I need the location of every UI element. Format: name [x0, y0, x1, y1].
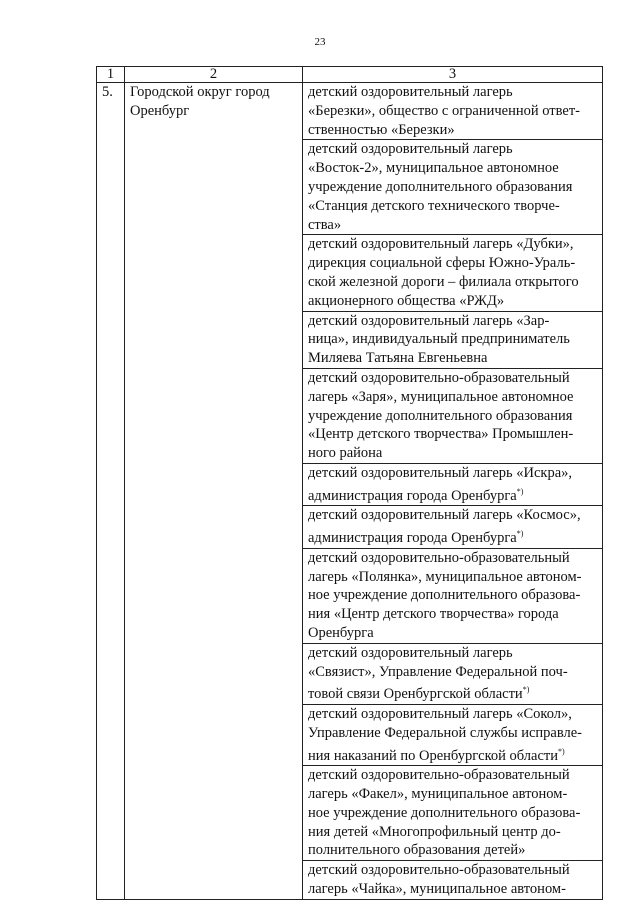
camp-entry [303, 311, 603, 368]
camp-entry-line [308, 444, 597, 463]
camp-entry-line [308, 140, 597, 159]
camp-entry-text: полнительного образования детей» [308, 842, 526, 859]
footnote-mark: *) [522, 685, 530, 695]
camp-entry [303, 506, 603, 548]
camp-entry [303, 861, 603, 900]
camp-entry-text: Оренбурга [308, 624, 374, 641]
column-header-3: 3 [303, 67, 603, 83]
camp-entry-line [308, 349, 597, 368]
footnote-mark: *) [516, 529, 524, 539]
table-header [97, 67, 603, 83]
camp-entry-text: детский оздоровительный лагерь «Сокол», [308, 705, 572, 722]
camp-entry-line [308, 235, 597, 254]
camp-entry-line [308, 804, 597, 823]
camp-entry-line [308, 483, 597, 506]
camp-entry-text: «Связист», Управление Федеральной поч- [308, 663, 568, 680]
camp-entry-text: акционерного общества «РЖД» [308, 292, 505, 309]
camp-entry-text: лагерь «Полянка», муниципальное автоном- [308, 568, 582, 585]
camp-entry-line [308, 425, 597, 444]
camp-entry-line [308, 197, 597, 216]
camp-entry-text: детский оздоровительный лагерь [308, 84, 513, 100]
camp-entry-line [308, 254, 597, 273]
camp-entry [303, 368, 603, 463]
table-body [97, 83, 603, 900]
camp-entry-text: «Центр детского творчества» Промышлен- [308, 426, 574, 443]
camp-entry-line [308, 525, 597, 548]
region-name [125, 83, 303, 900]
camp-entry-text: детский оздоровительно-образовательный [308, 549, 570, 566]
camp-entry [303, 548, 603, 643]
camp-entry-text: детский оздоровительно-образовательный [308, 369, 570, 386]
camp-entry [303, 83, 603, 140]
camp-entry [303, 704, 603, 765]
camps-table [96, 66, 603, 900]
camp-entry-text: администрация города Оренбурга [308, 529, 517, 546]
camp-entry-line [308, 705, 597, 724]
camp-entry [303, 235, 603, 311]
camp-entry-line [308, 724, 597, 743]
camp-entry-line [308, 273, 597, 292]
camp-entry [303, 766, 603, 861]
camp-entry-line [308, 312, 597, 331]
camp-entry-line [308, 644, 597, 663]
header-row [97, 67, 603, 83]
camp-entry-text: «Березки», общество с ограниченной ответ- [308, 102, 580, 119]
camp-entry-text: Миляева Татьяна Евгеньевна [308, 350, 488, 367]
camp-entry-text: учреждение дополнительного образования [308, 407, 573, 424]
camp-entry-text: детский оздоровительно-образовательный [308, 767, 570, 784]
camp-entry-text: детский оздоровительный лагерь «Искра», [308, 464, 573, 481]
camp-entry-line [308, 568, 597, 587]
camp-entry-line [308, 369, 597, 388]
camp-entry-text: ской железной дороги – филиала открытого [308, 273, 579, 290]
camp-entry-line [308, 292, 597, 311]
camp-entry-text: учреждение дополнительного образования [308, 178, 573, 195]
camp-entry-text: лагерь «Заря», муниципальное автономное [308, 388, 574, 405]
camp-entry-text: ное учреждение дополнительного образова- [308, 587, 581, 604]
camp-entry [303, 643, 603, 704]
camp-entry-line [308, 823, 597, 842]
camp-entry-line [308, 586, 597, 605]
camp-entry-text: «Станция детского технического творче- [308, 197, 560, 214]
camp-entry-line [308, 880, 597, 899]
camp-entry-line [308, 83, 597, 102]
camp-entry-line [308, 605, 597, 624]
camp-entry-text: ственностью «Березки» [308, 121, 455, 138]
column-header-1: 1 [97, 67, 125, 83]
camp-entry-line [308, 549, 597, 568]
camp-entry-line [308, 121, 597, 140]
camp-entry-line [308, 178, 597, 197]
region-line: Городской округ город [130, 84, 270, 100]
camp-entry-line [308, 464, 597, 483]
camp-entry-line [308, 407, 597, 426]
camp-entry-line [308, 861, 597, 880]
camp-entry-text: ного района [308, 445, 383, 462]
camp-entry-text: детский оздоровительный лагерь «Космос», [308, 507, 581, 524]
camp-entry-line [308, 785, 597, 804]
camp-entry-text: ница», индивидуальный предприниматель [308, 331, 570, 348]
camp-entry-line [308, 506, 597, 525]
camp-entry [303, 140, 603, 235]
camp-entry-text: детский оздоровительный лагерь [308, 644, 513, 661]
camp-entry-line [308, 766, 597, 785]
camp-entry-text: администрация города Оренбурга [308, 487, 517, 504]
camp-entry-line [308, 743, 597, 766]
table-row [97, 83, 603, 140]
camp-entry-text: детский оздоровительный лагерь «Дубки», [308, 236, 574, 253]
camp-entry-text: детский оздоровительно-образовательный [308, 862, 570, 879]
camp-entry-text: дирекция социальной сферы Южно-Ураль- [308, 255, 576, 272]
footnote-mark: *) [558, 746, 565, 756]
camp-entry-line [308, 159, 597, 178]
camp-entry-text: ния «Центр детского творчества» города [308, 606, 559, 623]
camp-entry-line [308, 216, 597, 235]
camp-entry-text: лагерь «Факел», муниципальное автоном- [308, 786, 568, 802]
region-line: Оренбург [130, 102, 190, 119]
row-number: 5. [97, 83, 125, 900]
camp-entry-line [308, 841, 597, 860]
camp-entry-text: ния детей «Многопрофильный центр до- [308, 823, 561, 840]
camp-entry-text: детский оздоровительный лагерь [308, 141, 513, 158]
camp-entry-line [308, 102, 597, 121]
column-header-2: 2 [125, 67, 303, 83]
camp-entry-line [308, 330, 597, 349]
footnote-mark: *) [516, 486, 524, 496]
camp-entry-text: детский оздоровительный лагерь «Зар- [308, 312, 550, 329]
camp-entry-text: ния наказаний по Оренбургской области [308, 747, 559, 764]
camp-entry-line [308, 663, 597, 682]
camp-entry-text: ное учреждение дополнительного образова- [308, 804, 581, 821]
camp-entry-line [308, 388, 597, 407]
camp-entry-text: товой связи Оренбургской области [308, 686, 523, 703]
camp-entry-line [308, 681, 597, 704]
camp-entry-text: ства» [308, 216, 342, 233]
camp-entry [303, 463, 603, 505]
camp-entry-line [308, 624, 597, 643]
page-number: 23 [314, 36, 326, 48]
camp-entry-text: «Восток-2», муниципальное автономное [308, 160, 559, 177]
camp-entry-text: лагерь «Чайка», муниципальное автоном- [308, 880, 566, 897]
camp-entry-text: Управление Федеральной службы исправле- [308, 724, 583, 741]
